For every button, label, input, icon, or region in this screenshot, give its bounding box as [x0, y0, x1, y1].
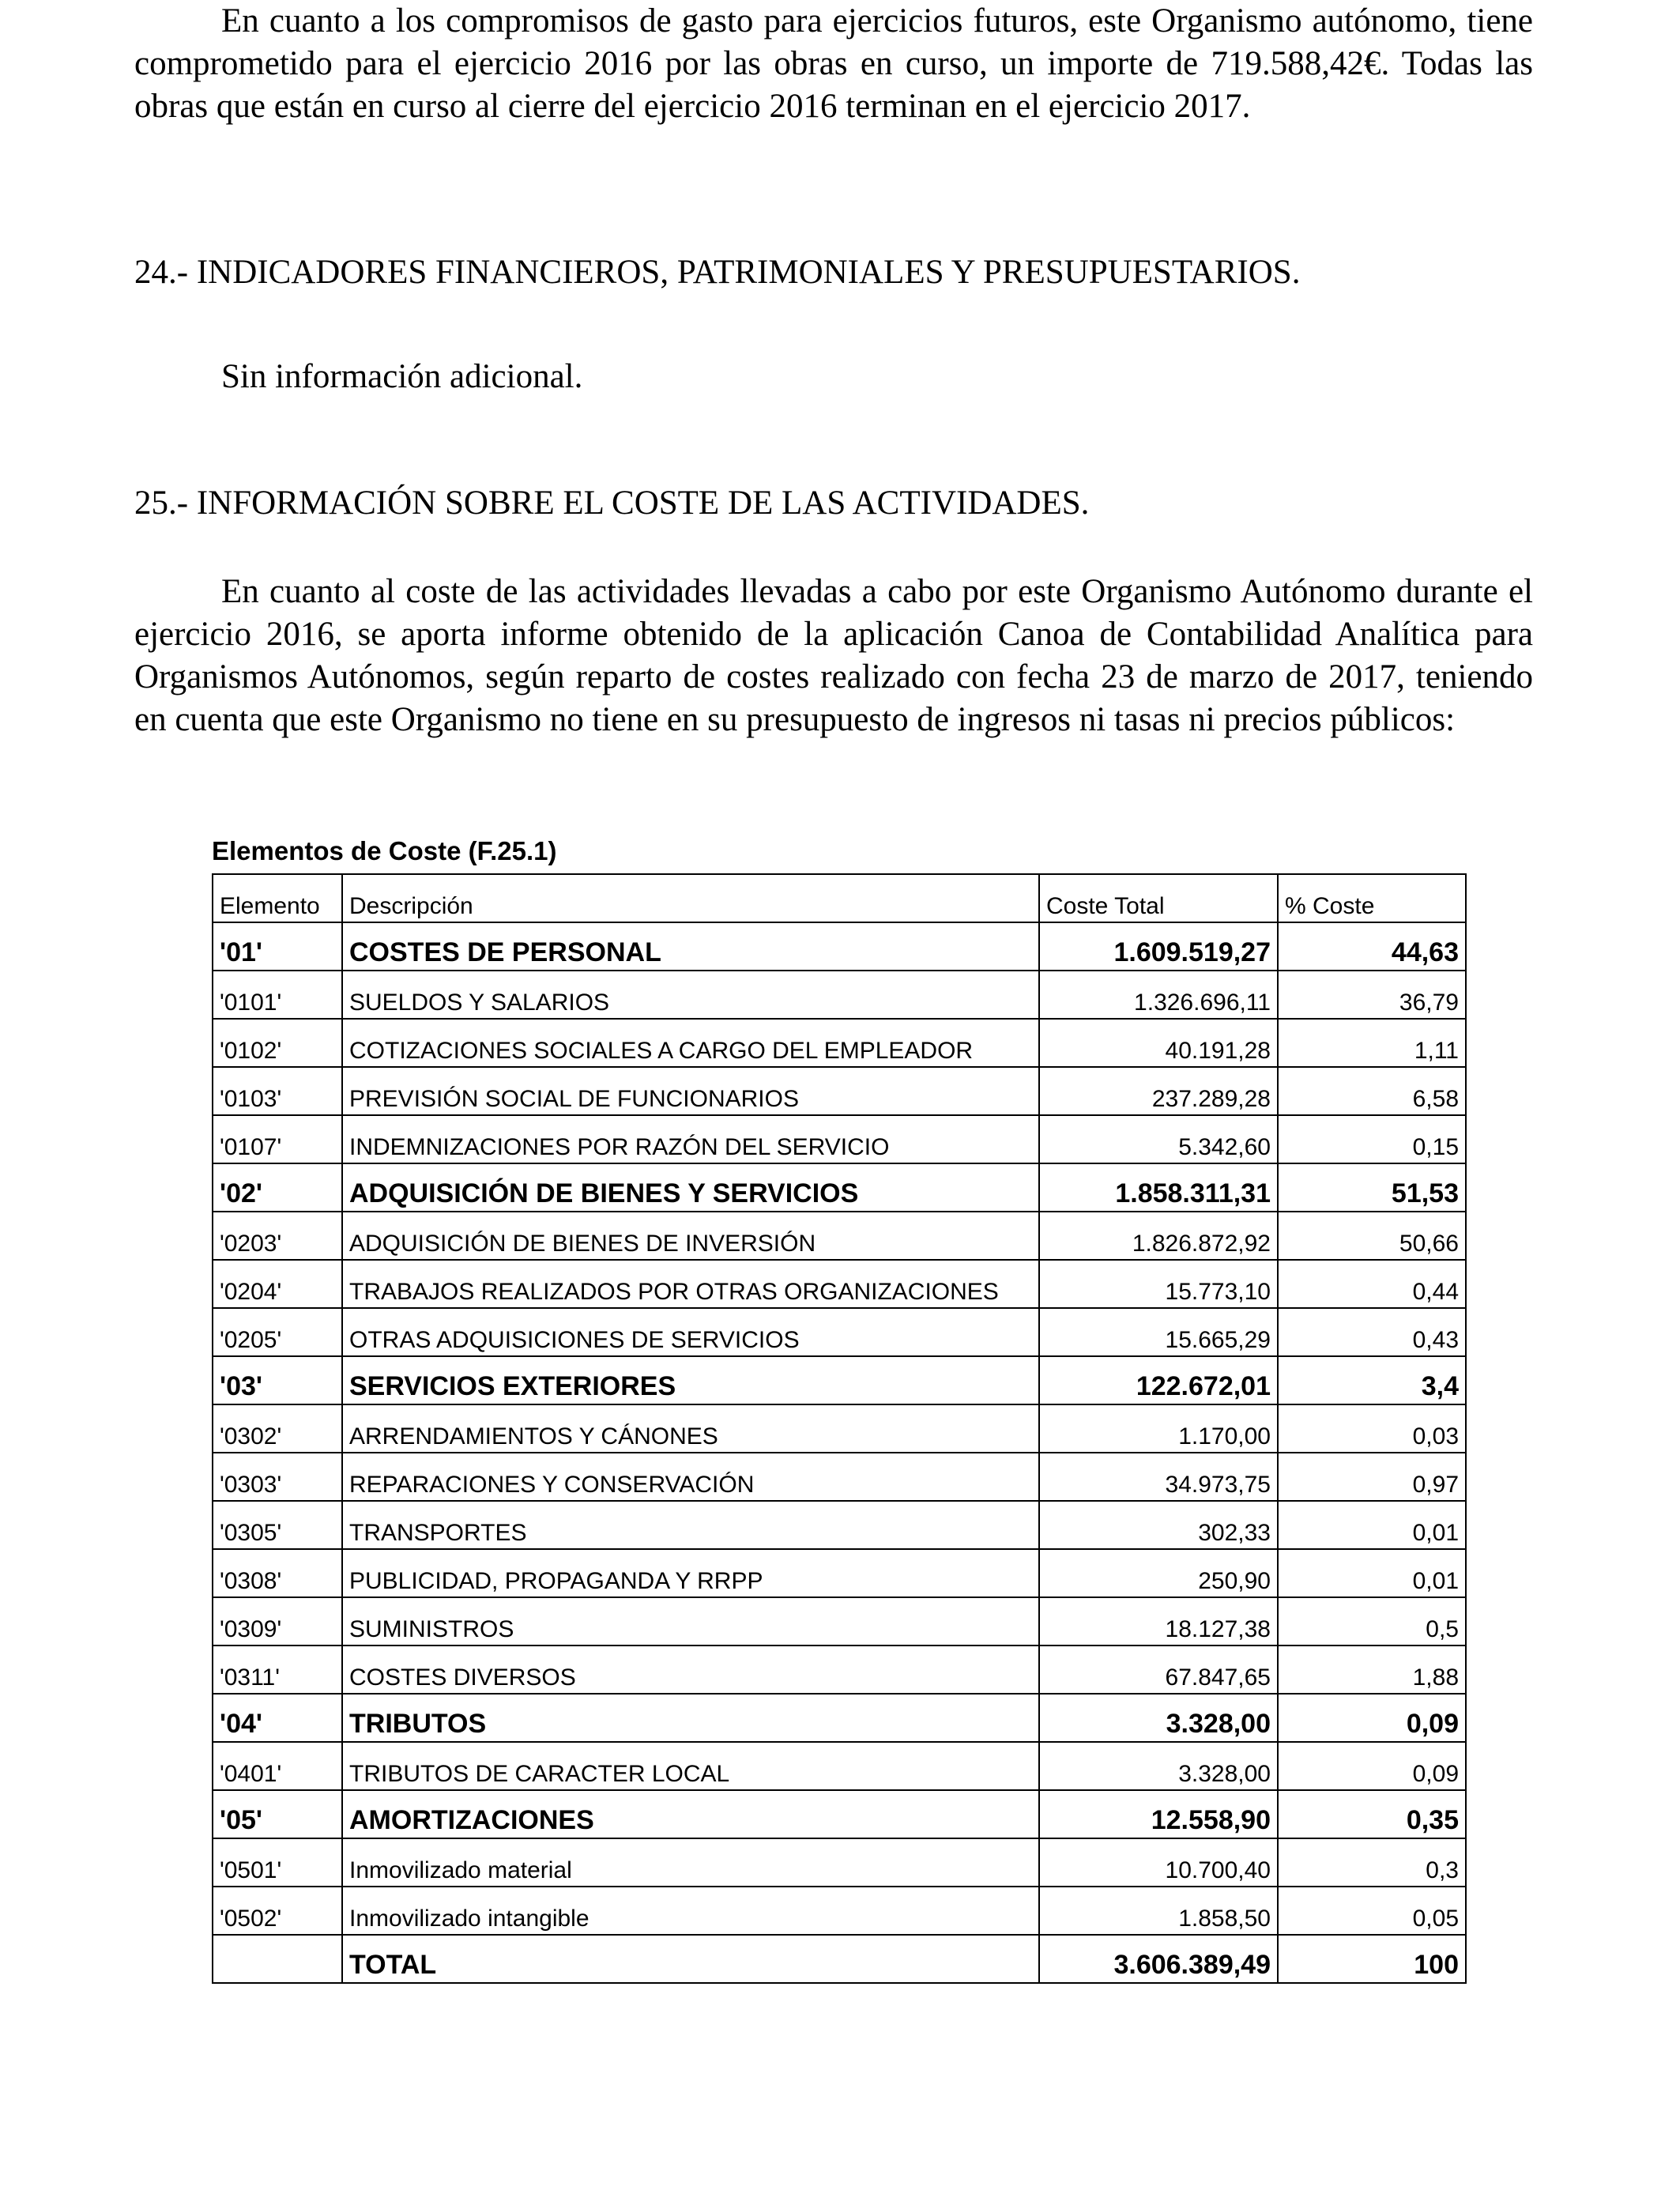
cost-pct-cell: 0,01 — [1278, 1549, 1466, 1597]
cost-total-cell: 122.672,01 — [1039, 1356, 1278, 1404]
element-code-cell: '0308' — [213, 1549, 342, 1597]
table-row — [213, 1838, 1466, 1887]
element-code-cell: '0311' — [213, 1646, 342, 1694]
cost-total-cell: 1.858.311,31 — [1039, 1163, 1278, 1212]
section-heading-24: 24.- INDICADORES FINANCIEROS, PATRIMONIALES Y PRESUPUESTARIOS. — [134, 254, 1301, 291]
table-row — [213, 1597, 1466, 1646]
description-cell: SUMINISTROS — [342, 1597, 1039, 1646]
header-elemento: Elemento — [213, 874, 342, 922]
table-row — [213, 1501, 1466, 1549]
description-cell: AMORTIZACIONES — [342, 1790, 1039, 1838]
cost-total-cell: 250,90 — [1039, 1549, 1278, 1597]
element-code-cell: '0103' — [213, 1067, 342, 1115]
element-code-cell: '0303' — [213, 1453, 342, 1501]
element-code-cell: '0101' — [213, 971, 342, 1019]
total-code-cell — [213, 1935, 342, 1983]
element-code-cell: '0102' — [213, 1019, 342, 1067]
table-group-row — [213, 1790, 1466, 1838]
cost-pct-cell: 0,01 — [1278, 1501, 1466, 1549]
cost-pct-cell: 0,44 — [1278, 1260, 1466, 1308]
element-code-cell: '02' — [213, 1163, 342, 1212]
cost-total-cell: 15.665,29 — [1039, 1308, 1278, 1356]
cost-pct-cell: 0,5 — [1278, 1597, 1466, 1646]
cost-pct-cell: 0,3 — [1278, 1838, 1466, 1887]
element-code-cell: '0302' — [213, 1404, 342, 1453]
table-group-row — [213, 1163, 1466, 1212]
element-code-cell: '0205' — [213, 1308, 342, 1356]
description-cell: SUELDOS Y SALARIOS — [342, 971, 1039, 1019]
cost-total-cell: 1.170,00 — [1039, 1404, 1278, 1453]
element-code-cell: '0204' — [213, 1260, 342, 1308]
cost-pct-cell: 6,58 — [1278, 1067, 1466, 1115]
description-cell: ADQUISICIÓN DE BIENES DE INVERSIÓN — [342, 1212, 1039, 1260]
table-row — [213, 1887, 1466, 1935]
cost-total-cell: 1.826.872,92 — [1039, 1212, 1278, 1260]
cost-pct-cell: 51,53 — [1278, 1163, 1466, 1212]
cost-pct-cell: 50,66 — [1278, 1212, 1466, 1260]
table-row — [213, 1067, 1466, 1115]
cost-pct-cell: 1,11 — [1278, 1019, 1466, 1067]
cost-pct-cell: 36,79 — [1278, 971, 1466, 1019]
table-row — [213, 1404, 1466, 1453]
table-header-row — [213, 874, 1466, 922]
description-cell: REPARACIONES Y CONSERVACIÓN — [342, 1453, 1039, 1501]
cost-total-cell: 18.127,38 — [1039, 1597, 1278, 1646]
description-cell: TRIBUTOS DE CARACTER LOCAL — [342, 1742, 1039, 1790]
cost-total-cell: 67.847,65 — [1039, 1646, 1278, 1694]
description-cell: COTIZACIONES SOCIALES A CARGO DEL EMPLEADOR — [342, 1019, 1039, 1067]
cost-elements-table — [212, 873, 1467, 1984]
cost-pct-cell: 0,03 — [1278, 1404, 1466, 1453]
description-cell: ADQUISICIÓN DE BIENES Y SERVICIOS — [342, 1163, 1039, 1212]
cost-pct-cell: 0,05 — [1278, 1887, 1466, 1935]
cost-total-cell: 34.973,75 — [1039, 1453, 1278, 1501]
element-code-cell: '0401' — [213, 1742, 342, 1790]
description-cell: TRIBUTOS — [342, 1694, 1039, 1742]
cost-pct-cell: 0,09 — [1278, 1742, 1466, 1790]
table-row — [213, 1453, 1466, 1501]
cost-pct-cell: 1,88 — [1278, 1646, 1466, 1694]
element-code-cell: '0309' — [213, 1597, 342, 1646]
element-code-cell: '0203' — [213, 1212, 342, 1260]
table-group-row — [213, 1356, 1466, 1404]
cost-pct-cell: 3,4 — [1278, 1356, 1466, 1404]
description-cell: Inmovilizado intangible — [342, 1887, 1039, 1935]
element-code-cell: '0305' — [213, 1501, 342, 1549]
element-code-cell: '05' — [213, 1790, 342, 1838]
cost-total-cell: 15.773,10 — [1039, 1260, 1278, 1308]
element-code-cell: '0107' — [213, 1115, 342, 1163]
element-code-cell: '01' — [213, 922, 342, 971]
header-pct-coste: % Coste — [1278, 874, 1466, 922]
cost-total-cell: 5.342,60 — [1039, 1115, 1278, 1163]
cost-total-cell: 40.191,28 — [1039, 1019, 1278, 1067]
description-cell: Inmovilizado material — [342, 1838, 1039, 1887]
table-row — [213, 1260, 1466, 1308]
description-cell: SERVICIOS EXTERIORES — [342, 1356, 1039, 1404]
table-group-row — [213, 1694, 1466, 1742]
table-total-row — [213, 1935, 1466, 1983]
cost-total-cell: 1.858,50 — [1039, 1887, 1278, 1935]
header-coste-total: Coste Total — [1039, 874, 1278, 922]
cost-elements-table-section — [212, 834, 1465, 1984]
description-cell: TRANSPORTES — [342, 1501, 1039, 1549]
description-cell: COSTES DE PERSONAL — [342, 922, 1039, 971]
cost-pct-cell: 0,43 — [1278, 1308, 1466, 1356]
table-row — [213, 1549, 1466, 1597]
cost-pct-cell: 0,15 — [1278, 1115, 1466, 1163]
description-cell: PUBLICIDAD, PROPAGANDA Y RRPP — [342, 1549, 1039, 1597]
table-row — [213, 971, 1466, 1019]
paragraph-activity-costs: En cuanto al coste de las actividades llevadas a cabo por este Organismo Autónomo durante el ejercicio 2016, se aporta informe obtenido de la aplicación Canoa de Contabilidad Analítica para Organismos Autónomos, según reparto de costes realizado con fecha 23 de marzo de 2017, teniendo en cuenta que este Organismo no tiene en su presupuesto de ingresos ni tasas ni precios públicos: — [134, 573, 1533, 738]
element-code-cell: '04' — [213, 1694, 342, 1742]
element-code-cell: '0502' — [213, 1887, 342, 1935]
no-additional-info-text: Sin información adicional. — [221, 358, 583, 395]
total-cost-cell: 3.606.389,49 — [1039, 1935, 1278, 1983]
cost-total-cell: 1.326.696,11 — [1039, 971, 1278, 1019]
header-descripcion: Descripción — [342, 874, 1039, 922]
element-code-cell: '03' — [213, 1356, 342, 1404]
table-group-row — [213, 922, 1466, 971]
description-cell: TRABAJOS REALIZADOS POR OTRAS ORGANIZACIONES — [342, 1260, 1039, 1308]
description-cell: COSTES DIVERSOS — [342, 1646, 1039, 1694]
cost-pct-cell: 0,35 — [1278, 1790, 1466, 1838]
cost-total-cell: 3.328,00 — [1039, 1694, 1278, 1742]
section-heading-25: 25.- INFORMACIÓN SOBRE EL COSTE DE LAS ACTIVIDADES. — [134, 484, 1090, 522]
table-row — [213, 1115, 1466, 1163]
cost-total-cell: 3.328,00 — [1039, 1742, 1278, 1790]
cost-pct-cell: 0,09 — [1278, 1694, 1466, 1742]
element-code-cell: '0501' — [213, 1838, 342, 1887]
table-row — [213, 1308, 1466, 1356]
description-cell: ARRENDAMIENTOS Y CÁNONES — [342, 1404, 1039, 1453]
cost-total-cell: 237.289,28 — [1039, 1067, 1278, 1115]
table-row — [213, 1212, 1466, 1260]
cost-total-cell: 302,33 — [1039, 1501, 1278, 1549]
description-cell: INDEMNIZACIONES POR RAZÓN DEL SERVICIO — [342, 1115, 1039, 1163]
table-body — [213, 922, 1466, 1935]
table-row — [213, 1742, 1466, 1790]
cost-total-cell: 12.558,90 — [1039, 1790, 1278, 1838]
cost-total-cell: 1.609.519,27 — [1039, 922, 1278, 971]
total-pct-cell: 100 — [1278, 1935, 1466, 1983]
cost-pct-cell: 0,97 — [1278, 1453, 1466, 1501]
cost-pct-cell: 44,63 — [1278, 922, 1466, 971]
paragraph-commitments: En cuanto a los compromisos de gasto para ejercicios futuros, este Organismo autónomo, tiene comprometido para el ejercicio 2016 por las obras en curso, un importe de 719.588,42€. Todas las obras que están en curso al cierre del ejercicio 2016 terminan en el ejercicio 2017. — [134, 2, 1533, 125]
description-cell: PREVISIÓN SOCIAL DE FUNCIONARIOS — [342, 1067, 1039, 1115]
description-cell: OTRAS ADQUISICIONES DE SERVICIOS — [342, 1308, 1039, 1356]
table-row — [213, 1646, 1466, 1694]
total-label-cell: TOTAL — [342, 1935, 1039, 1983]
cost-total-cell: 10.700,40 — [1039, 1838, 1278, 1887]
table-title: Elementos de Coste (F.25.1) — [212, 836, 557, 865]
table-row — [213, 1019, 1466, 1067]
